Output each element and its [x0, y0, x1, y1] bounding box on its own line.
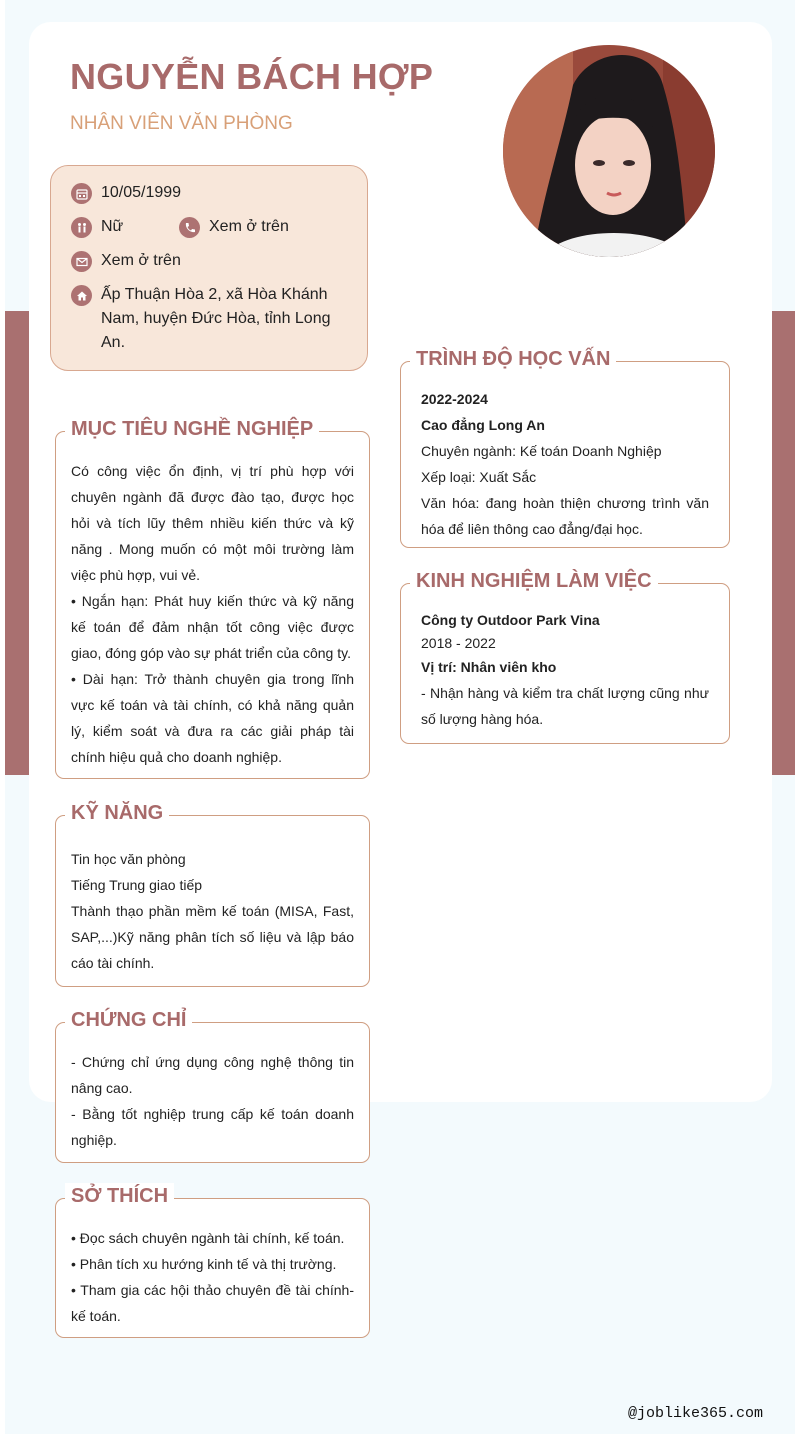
education-grade: Xếp loại: Xuất Sắc	[421, 469, 537, 485]
skills-title: KỸ NĂNG	[65, 800, 169, 826]
objective-paragraph: Có công việc ổn định, vị trí phù hợp với chuyên ngành đã được đào tạo, được học hỏi và tích lũy thêm nhiều kiến thức và kỹ năng . Mong muốn có một môi trường làm việc phù hợp, vui vẻ.	[71, 463, 354, 583]
education-period: 2022-2024	[421, 391, 488, 407]
certificates-title: CHỨNG CHỈ	[65, 1007, 192, 1033]
experience-section	[400, 570, 730, 744]
left-side-band	[5, 311, 29, 775]
experience-role: Vị trí: Nhân viên kho	[421, 659, 557, 675]
certificates-section	[55, 1009, 370, 1163]
experience-description: - Nhận hàng và kiểm tra chất lượng cũng như số lượng hàng hóa.	[421, 685, 709, 727]
experience-company: Công ty Outdoor Park Vina	[421, 612, 600, 628]
contact-email-row	[71, 249, 181, 273]
education-note: Văn hóa: đang hoàn thiện chương trình văn hóa để liên thông cao đẳng/đại học.	[421, 495, 709, 537]
home-icon	[71, 285, 92, 306]
phone-icon	[179, 217, 200, 238]
email-text: Xem ở trên	[101, 252, 181, 269]
skills-body	[71, 846, 354, 976]
gender-icon	[71, 217, 92, 238]
hobby-item: • Tham gia các hội thảo chuyên đề tài chính-kế toán.	[71, 1282, 354, 1324]
certificates-body	[71, 1049, 354, 1153]
objective-title: MỤC TIÊU NGHỀ NGHIỆP	[65, 416, 319, 442]
contact-address-row	[71, 283, 341, 355]
education-school: Cao đẳng Long An	[421, 417, 545, 433]
education-major: Chuyên ngành: Kế toán Doanh Nghiệp	[421, 443, 662, 459]
objective-paragraph: • Dài hạn: Trở thành chuyên gia trong lĩnh vực kế toán và tài chính, có khả năng quản lý, kiểm soát và đưa ra các giải pháp tài chính hiệu quả cho doanh nghiệp.	[71, 671, 354, 765]
hobby-item: • Đọc sách chuyên ngành tài chính, kế toán.	[71, 1230, 345, 1246]
certificate-item: - Bằng tốt nghiệp trung cấp kế toán doanh nghiệp.	[71, 1106, 354, 1148]
contact-gender-row	[71, 215, 123, 239]
hobby-item: • Phân tích xu hướng kinh tế và thị trường.	[71, 1256, 337, 1272]
profile-photo-illustration	[503, 45, 715, 257]
hobbies-section	[55, 1185, 370, 1338]
contact-phone-row	[179, 215, 289, 239]
experience-period: 2018 - 2022	[421, 635, 496, 651]
right-side-band	[772, 311, 795, 775]
address-text: Ấp Thuận Hòa 2, xã Hòa Khánh Nam, huyện Đức Hòa, tỉnh Long An.	[101, 286, 331, 351]
profile-photo	[503, 45, 715, 257]
education-section	[400, 348, 730, 548]
job-title: NHÂN VIÊN VĂN PHÒNG	[70, 113, 293, 134]
skill-item: Tin học văn phòng	[71, 851, 186, 867]
certificate-item: - Chứng chỉ ứng dụng công nghệ thông tin nâng cao.	[71, 1054, 354, 1096]
gender-text: Nữ	[101, 218, 124, 235]
skills-section	[55, 802, 370, 987]
experience-body	[421, 608, 709, 732]
objective-body	[71, 458, 354, 770]
hobbies-body	[71, 1225, 354, 1329]
contact-birthday-row	[71, 181, 181, 205]
skill-item: Thành thạo phần mềm kế toán (MISA, Fast, SAP,...)Kỹ năng phân tích số liệu và lập báo cáo tài chính.	[71, 903, 354, 971]
contact-info-box	[50, 165, 368, 371]
objective-section	[55, 418, 370, 779]
skill-item: Tiếng Trung giao tiếp	[71, 877, 203, 893]
calendar-icon	[71, 183, 92, 204]
watermark-text: @joblike365.com	[627, 1405, 763, 1422]
email-icon	[71, 251, 92, 272]
candidate-name: NGUYỄN BÁCH HỢP	[70, 56, 434, 97]
hobbies-title: SỞ THÍCH	[65, 1183, 174, 1209]
objective-paragraph: • Ngắn hạn: Phát huy kiến thức và kỹ năng kế toán để đảm nhận tốt công việc được giao, đóng góp vào sự phát triển của công ty.	[71, 593, 354, 661]
phone-text: Xem ở trên	[209, 218, 289, 235]
birthday-text: 10/05/1999	[101, 184, 182, 201]
education-body	[421, 386, 709, 542]
experience-title: KINH NGHIỆM LÀM VIỆC	[410, 568, 658, 594]
education-title: TRÌNH ĐỘ HỌC VẤN	[410, 346, 616, 372]
